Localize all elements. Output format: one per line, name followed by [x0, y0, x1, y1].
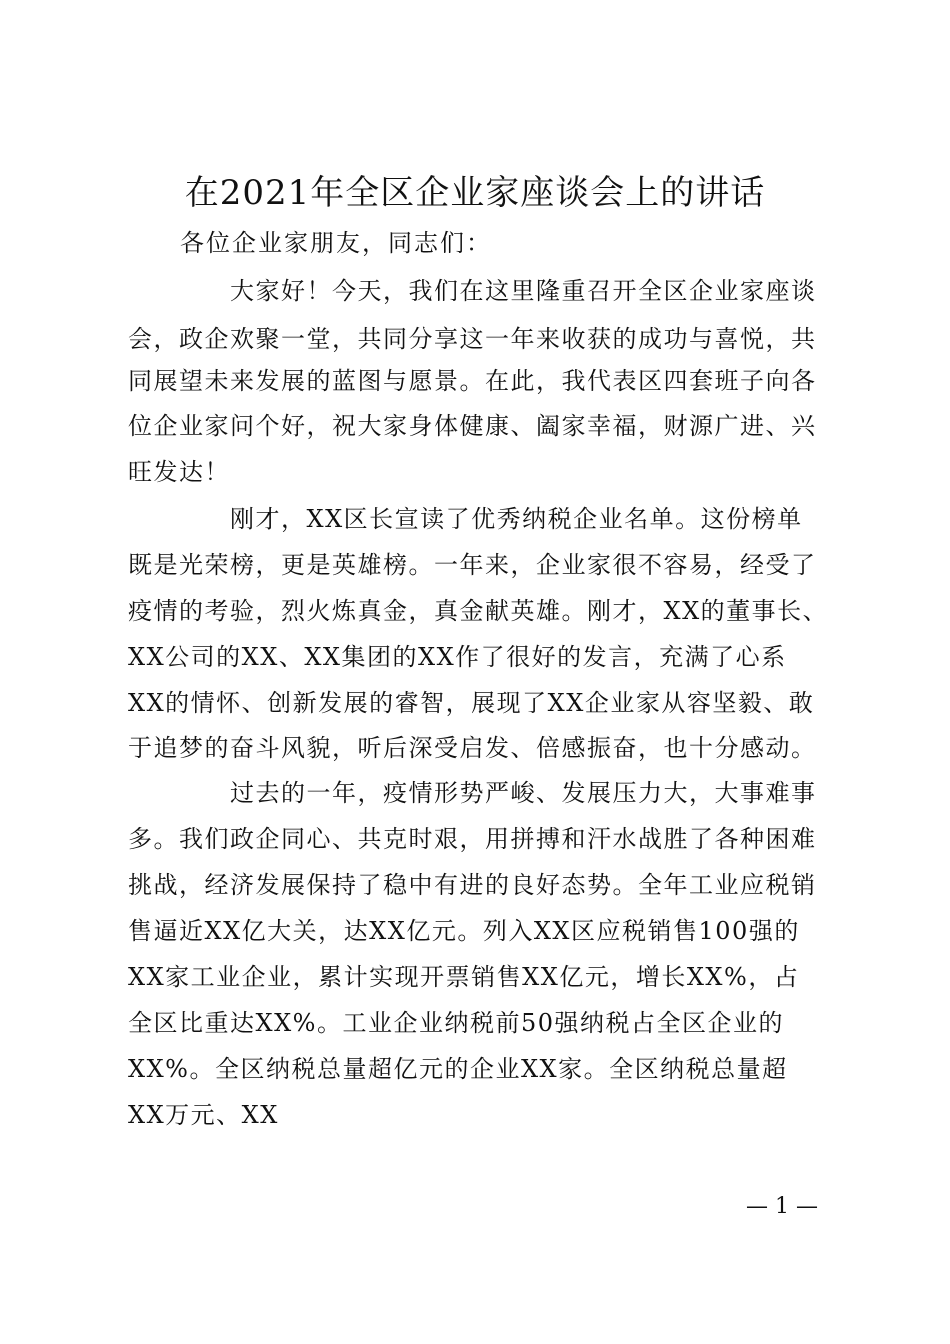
paragraph-3-line-6: 全区比重达XX%。工业企业纳税前50强纳税占全区企业的	[128, 1009, 785, 1037]
paragraph-2-line-1: 刚才，XX区长宣读了优秀纳税企业名单。这份榜单	[230, 505, 803, 533]
paragraph-1-line-2: 会，政企欢聚一堂，共同分享这一年来收获的成功与喜悦，共	[128, 325, 817, 353]
paragraph-2-line-6: 于追梦的奋斗风貌，听后深受启发、倍感振奋，也十分感动。	[128, 734, 817, 762]
paragraph-3-line-4: 售逼近XX亿大关，达XX亿元。列入XX区应税销售100强的	[128, 917, 800, 945]
paragraph-1-line-5: 旺发达！	[128, 458, 230, 486]
paragraph-1-line-4: 位企业家问个好，祝大家身体健康、阖家幸福，财源广进、兴	[128, 412, 817, 440]
paragraph-3-line-8: XX万元、XX	[128, 1101, 279, 1129]
paragraph-2-line-3: 疫情的考验，烈火炼真金，真金献英雄。刚才，XX的董事长、	[128, 597, 829, 625]
paragraph-2-line-4: XX公司的XX、XX集团的XX作了很好的发言，充满了心系	[128, 643, 787, 671]
paragraph-1-line-3: 同展望未来发展的蓝图与愿景。在此，我代表区四套班子向各	[128, 367, 817, 395]
paragraph-2-line-5: XX的情怀、创新发展的睿智，展现了XX企业家从容坚毅、敢	[128, 689, 815, 717]
paragraph-3-line-3: 挑战，经济发展保持了稳中有进的良好态势。全年工业应税销	[128, 871, 817, 899]
paragraph-3-line-2: 多。我们政企同心、共克时艰，用拼搏和汗水战胜了各种困难	[128, 825, 817, 853]
paragraph-3-line-1: 过去的一年，疫情形势严峻、发展压力大，大事难事	[230, 779, 817, 807]
paragraph-1-line-1: 大家好！今天，我们在这里隆重召开全区企业家座谈	[230, 277, 817, 305]
paragraph-3-line-5: XX家工业企业，累计实现开票销售XX亿元，增长XX%，占	[128, 963, 800, 991]
page-number: — 1 —	[746, 1194, 818, 1219]
paragraph-3-line-7: XX%。全区纳税总量超亿元的企业XX家。全区纳税总量超	[128, 1055, 788, 1083]
paragraph-2-line-2: 既是光荣榜，更是英雄榜。一年来，企业家很不容易，经受了	[128, 551, 817, 579]
page-title: 在2021年全区企业家座谈会上的讲话	[184, 173, 766, 213]
salutation: 各位企业家朋友，同志们：	[180, 229, 492, 257]
